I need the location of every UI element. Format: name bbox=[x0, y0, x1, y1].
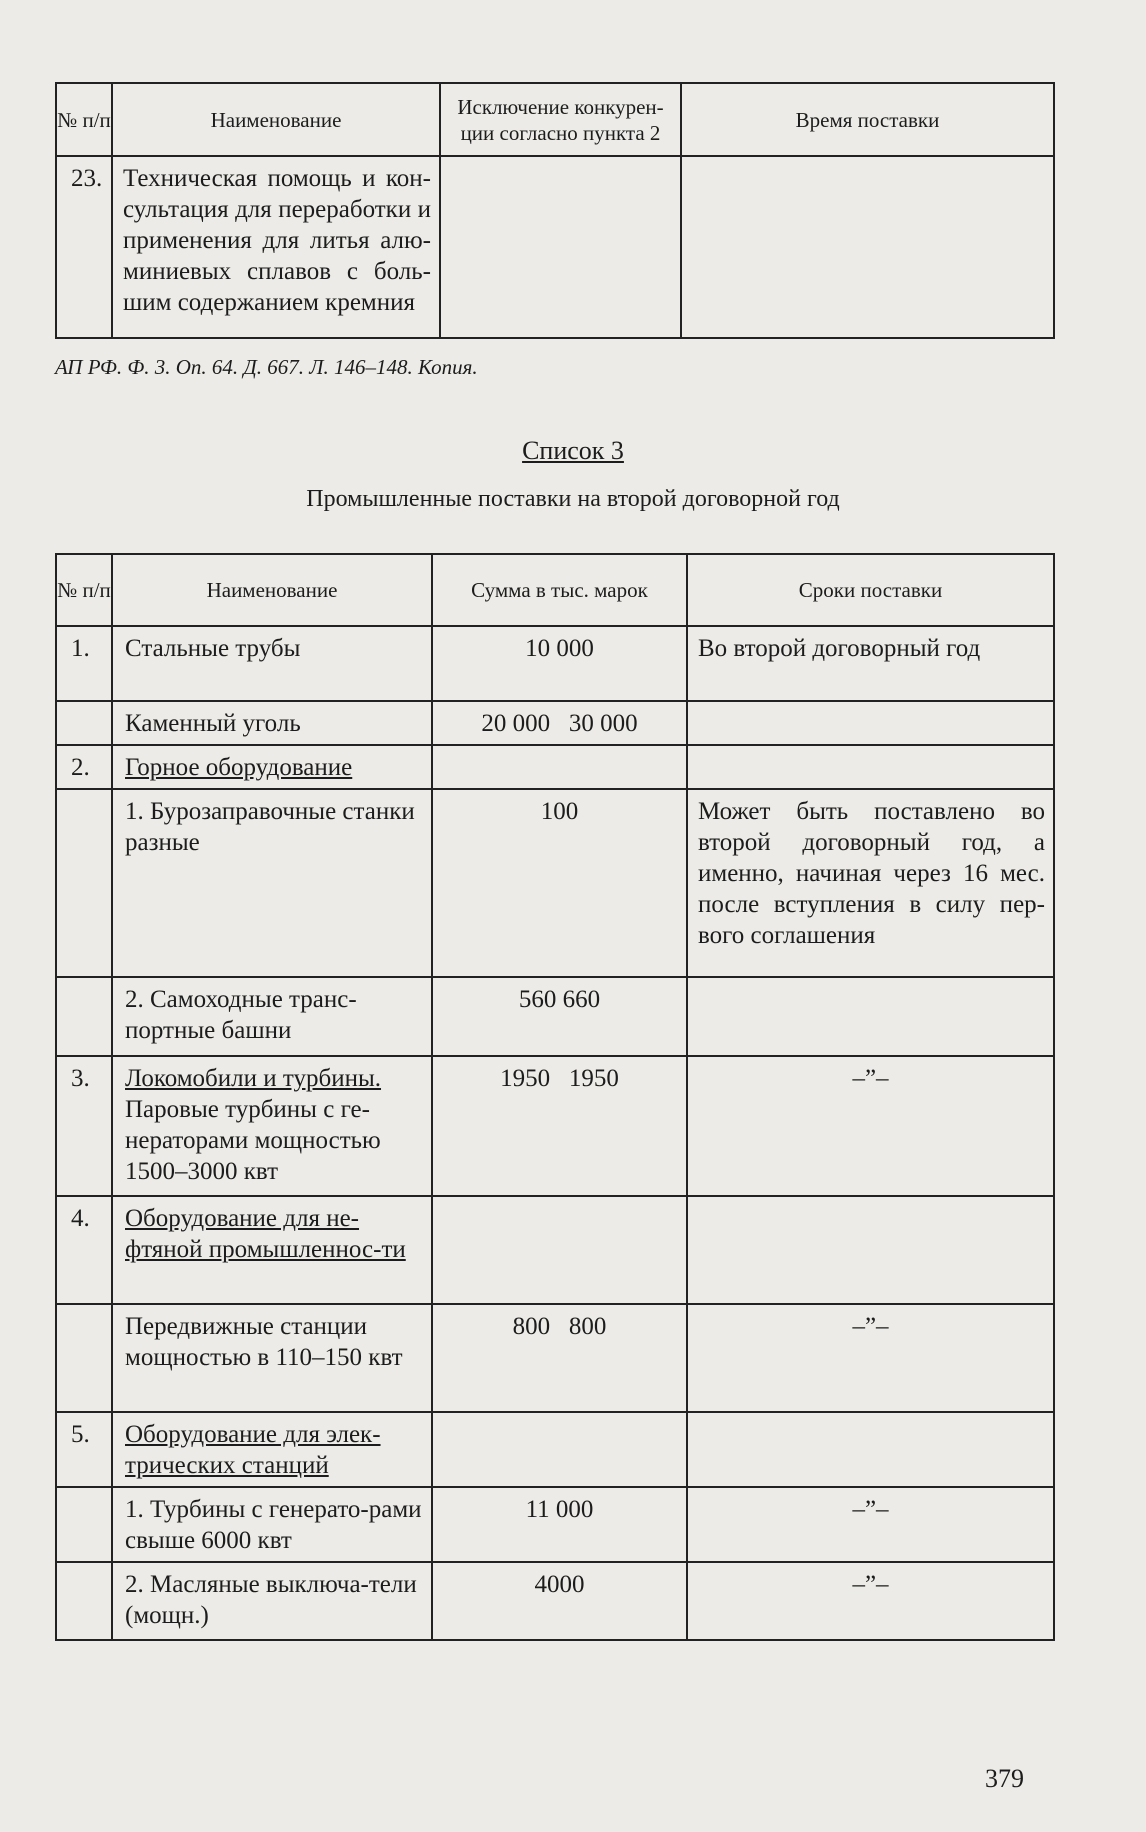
row-name: 2. Самоходные транс-портные башни bbox=[112, 977, 432, 1056]
header-name: Наименование bbox=[112, 554, 432, 626]
table-row bbox=[56, 977, 1054, 1056]
table-row bbox=[56, 789, 1054, 977]
row-terms bbox=[687, 745, 1054, 789]
row-name: 1. Бурозаправочные станки разные bbox=[112, 789, 432, 977]
row-terms bbox=[687, 1412, 1054, 1487]
row-num: 4. bbox=[56, 1196, 112, 1304]
table-row bbox=[56, 626, 1054, 701]
row-num bbox=[56, 1487, 112, 1562]
table-row bbox=[56, 701, 1054, 745]
row-num: 3. bbox=[56, 1056, 112, 1196]
row-sum bbox=[432, 1196, 687, 1304]
section-title: Оборудование для элек-трических станций bbox=[125, 1421, 381, 1479]
header-exclusion: Исключение конкурен-ции согласно пункта 2 bbox=[440, 83, 681, 156]
row-num bbox=[56, 1562, 112, 1640]
list-title-text: Список 3 bbox=[522, 436, 624, 465]
table-header-row bbox=[56, 554, 1054, 626]
header-delivery-time: Время поставки bbox=[681, 83, 1054, 156]
row-name: 2. Масляные выключа-тели (мощн.) bbox=[112, 1562, 432, 1640]
table-row bbox=[56, 1562, 1054, 1640]
row-sum bbox=[432, 745, 687, 789]
row-sum: 100 bbox=[432, 789, 687, 977]
source-note: АП РФ. Ф. 3. Оп. 64. Д. 667. Л. 146–148. Копия. bbox=[55, 355, 478, 379]
row-name: Каменный уголь bbox=[112, 701, 432, 745]
row-terms bbox=[687, 701, 1054, 745]
table-list-2-continuation bbox=[55, 82, 1055, 339]
row-sum: 1950 1950 bbox=[432, 1056, 687, 1196]
row-sum: 10 000 bbox=[432, 626, 687, 701]
section-title: Оборудование для не-фтяной промышленнос-ти bbox=[125, 1205, 406, 1263]
row-name bbox=[112, 1412, 432, 1487]
row-terms: –”– bbox=[687, 1056, 1054, 1196]
page-number: 379 bbox=[985, 1764, 1024, 1793]
row-name bbox=[112, 1196, 432, 1304]
row-name bbox=[112, 745, 432, 789]
row-terms: Во второй договорный год bbox=[687, 626, 1054, 701]
table-row bbox=[56, 1196, 1054, 1304]
table-industrial-deliveries bbox=[55, 553, 1055, 1641]
row-name: 1. Турбины с генерато-рами свыше 6000 квт bbox=[112, 1487, 432, 1562]
table-row bbox=[56, 1056, 1054, 1196]
row-terms: Может быть поставлено во второй договорный год, а именно, начиная через 16 мес. после вступления в силу пер-вого соглашения bbox=[687, 789, 1054, 977]
section-title: Локомобили и турбины. bbox=[125, 1065, 382, 1092]
row-exclusion bbox=[440, 156, 681, 338]
table-row bbox=[56, 745, 1054, 789]
row-sum: 4000 bbox=[432, 1562, 687, 1640]
list-subtitle: Промышленные поставки на второй договорной год bbox=[306, 486, 840, 512]
table-row bbox=[56, 1304, 1054, 1412]
row-num bbox=[56, 701, 112, 745]
row-sum: 11 000 bbox=[432, 1487, 687, 1562]
section-detail: Паровые турбины с ге-нераторами мощностью 1500–3000 квт bbox=[125, 1096, 381, 1185]
header-num: № п/п bbox=[56, 83, 112, 156]
table-row bbox=[56, 156, 1054, 338]
row-num bbox=[56, 977, 112, 1056]
table-row bbox=[56, 1412, 1054, 1487]
row-name: Передвижные станции мощностью в 110–150 квт bbox=[112, 1304, 432, 1412]
table-header-row bbox=[56, 83, 1054, 156]
row-terms bbox=[687, 977, 1054, 1056]
header-num: № п/п bbox=[56, 554, 112, 626]
table-row bbox=[56, 1487, 1054, 1562]
row-num: 1. bbox=[56, 626, 112, 701]
row-terms bbox=[687, 1196, 1054, 1304]
row-terms: –”– bbox=[687, 1562, 1054, 1640]
row-num: 23. bbox=[56, 156, 112, 338]
row-delivery-time bbox=[681, 156, 1054, 338]
row-sum: 20 000 30 000 bbox=[432, 701, 687, 745]
row-num: 5. bbox=[56, 1412, 112, 1487]
row-name bbox=[112, 1056, 432, 1196]
row-terms: –”– bbox=[687, 1487, 1054, 1562]
section-title: Горное оборудование bbox=[125, 754, 353, 781]
row-sum: 560 660 bbox=[432, 977, 687, 1056]
row-sum bbox=[432, 1412, 687, 1487]
row-name: Техническая помощь и кон-сультация для переработки и применения для литья алю-миниевых сплавов с боль-шим содержанием кремния bbox=[112, 156, 440, 338]
header-terms: Сроки поставки bbox=[687, 554, 1054, 626]
row-num: 2. bbox=[56, 745, 112, 789]
row-name: Стальные трубы bbox=[112, 626, 432, 701]
header-name: Наименование bbox=[112, 83, 440, 156]
row-num bbox=[56, 1304, 112, 1412]
list-title bbox=[0, 436, 1146, 466]
header-sum: Сумма в тыс. марок bbox=[432, 554, 687, 626]
row-num bbox=[56, 789, 112, 977]
row-sum: 800 800 bbox=[432, 1304, 687, 1412]
row-terms: –”– bbox=[687, 1304, 1054, 1412]
